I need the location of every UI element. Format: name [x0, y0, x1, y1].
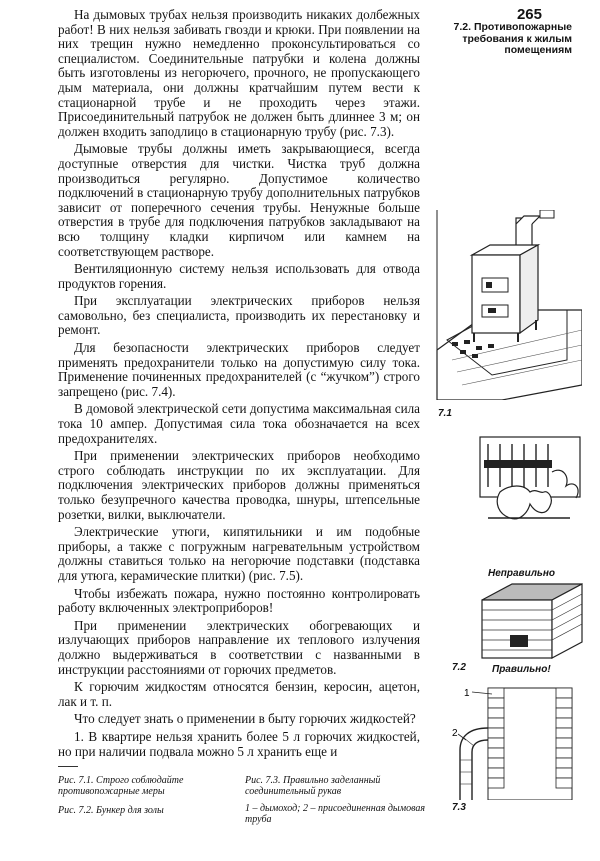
paragraph: Электрические утюги, кипятильники и им подобные приборы, а также с погружным нагревательным устройством должны ставиться только на негорючие подставки (подставка для утюга, керамические плитки) (рис. 7.5).	[58, 524, 420, 583]
captions-left	[58, 775, 233, 816]
figure-7-1-stove	[432, 210, 582, 400]
footnote-separator	[58, 766, 78, 767]
body-text-column	[58, 8, 420, 759]
figure-label: 7.1	[438, 408, 452, 419]
paragraph: При эксплуатации электрических приборов нельзя самовольно, без специалиста, производить их перестановку и ремонт.	[58, 293, 420, 338]
paragraph: Для безопасности электрических приборов следует применять предохранители только на допустимую силу тока. Применение починенных предохранителей (с “жучком”) строго запрещено (рис. 7.4).	[58, 340, 420, 399]
figure-7-2-ash-bunker	[478, 580, 586, 662]
figure-label: 7.3	[452, 802, 466, 813]
paragraph: Вентиляционную систему нельзя использовать для отвода продуктов горения.	[58, 261, 420, 291]
caption-7-2: Рис. 7.2. Бункер для золы	[58, 805, 164, 816]
section-title: 7.2. Противопожарные требования к жилым помещениям	[453, 21, 572, 56]
wrong-label: Неправильно	[488, 568, 556, 579]
callout-2: 2	[452, 728, 458, 739]
page-number: 265	[516, 6, 542, 23]
paragraph: На дымовых трубах нельзя производить никаких долбежных работ! В них нельзя забивать гвозди и крюки. При появлении на них трещин нужно немедленно проконсультироваться со специалистом. Соединительные патрубки и колена должны быть изготовлены из негорючего, прочного, не пропускающего дым материала, они должны кратчайшим путем вести к стационарной трубе и не проходить через этажи. Присоединительный патрубок не должен быть длиннее 3 м; он должен входить заподлицо в стационарную трубу (рис. 7.3).	[58, 7, 420, 139]
paragraph: При применении электрических обогревающих и излучающих приборов направление их теплового излучения должно выдерживаться в соответствии с названными в инструкции расстояниями от горючих предметов.	[58, 617, 420, 677]
paragraph: Чтобы избежать пожара, нужно постоянно контролировать работу включенных электроприборов!	[58, 585, 420, 616]
callout-1: 1	[464, 688, 470, 699]
right-label: Правильно!	[492, 664, 551, 675]
caption-7-3-legend: 1 – дымоход; 2 – присоединенная дымовая труба	[245, 803, 425, 825]
figure-7-3-chimney	[452, 680, 582, 800]
paragraph: Дымовые трубы должны иметь закрывающиеся, всегда доступные отверстия для чистки. Чистка труб должна производиться регулярно. Допустимое количество подключений в стационарную трубу дополнительных патрубков зависит от поперечного сечения трубы. Ненужные больше отверстия в трубе для подключения патрубков закладывают на всю толщину кладки кирпичом или камнем на соответствующем растворе.	[58, 141, 420, 259]
paragraph: В домовой электрической сети допустима максимальная сила тока 10 ампер. Допустимая сила тока обозначается на всех предохранителях.	[58, 401, 420, 446]
figure-fire-wrong	[470, 432, 590, 532]
paragraph: При применении электрических приборов необходимо строго соблюдать инструкции по их эксплуатации. Для подключения электрических приборов должны применяться только безупречного качества проводка, шнуры, штепсельные розетки, вилки, выключатели.	[58, 448, 420, 522]
captions-right	[245, 775, 425, 825]
figure-label: 7.2	[452, 662, 466, 673]
paragraph: К горючим жидкостям относятся бензин, керосин, ацетон, лак и т. п.	[58, 679, 420, 709]
caption-7-1: Рис. 7.1. Строго соблюдайте противопожарные меры	[58, 775, 184, 797]
paragraph: Что следует знать о применении в быту горючих жидкостей?	[74, 711, 416, 727]
caption-7-3: Рис. 7.3. Правильно заделанный соединительный рукав	[245, 775, 381, 797]
list-item: 1. В квартире нельзя хранить более 5 л горючих жидкостей, но при наличии подвала можно 5 л хранить еще и	[58, 728, 420, 759]
